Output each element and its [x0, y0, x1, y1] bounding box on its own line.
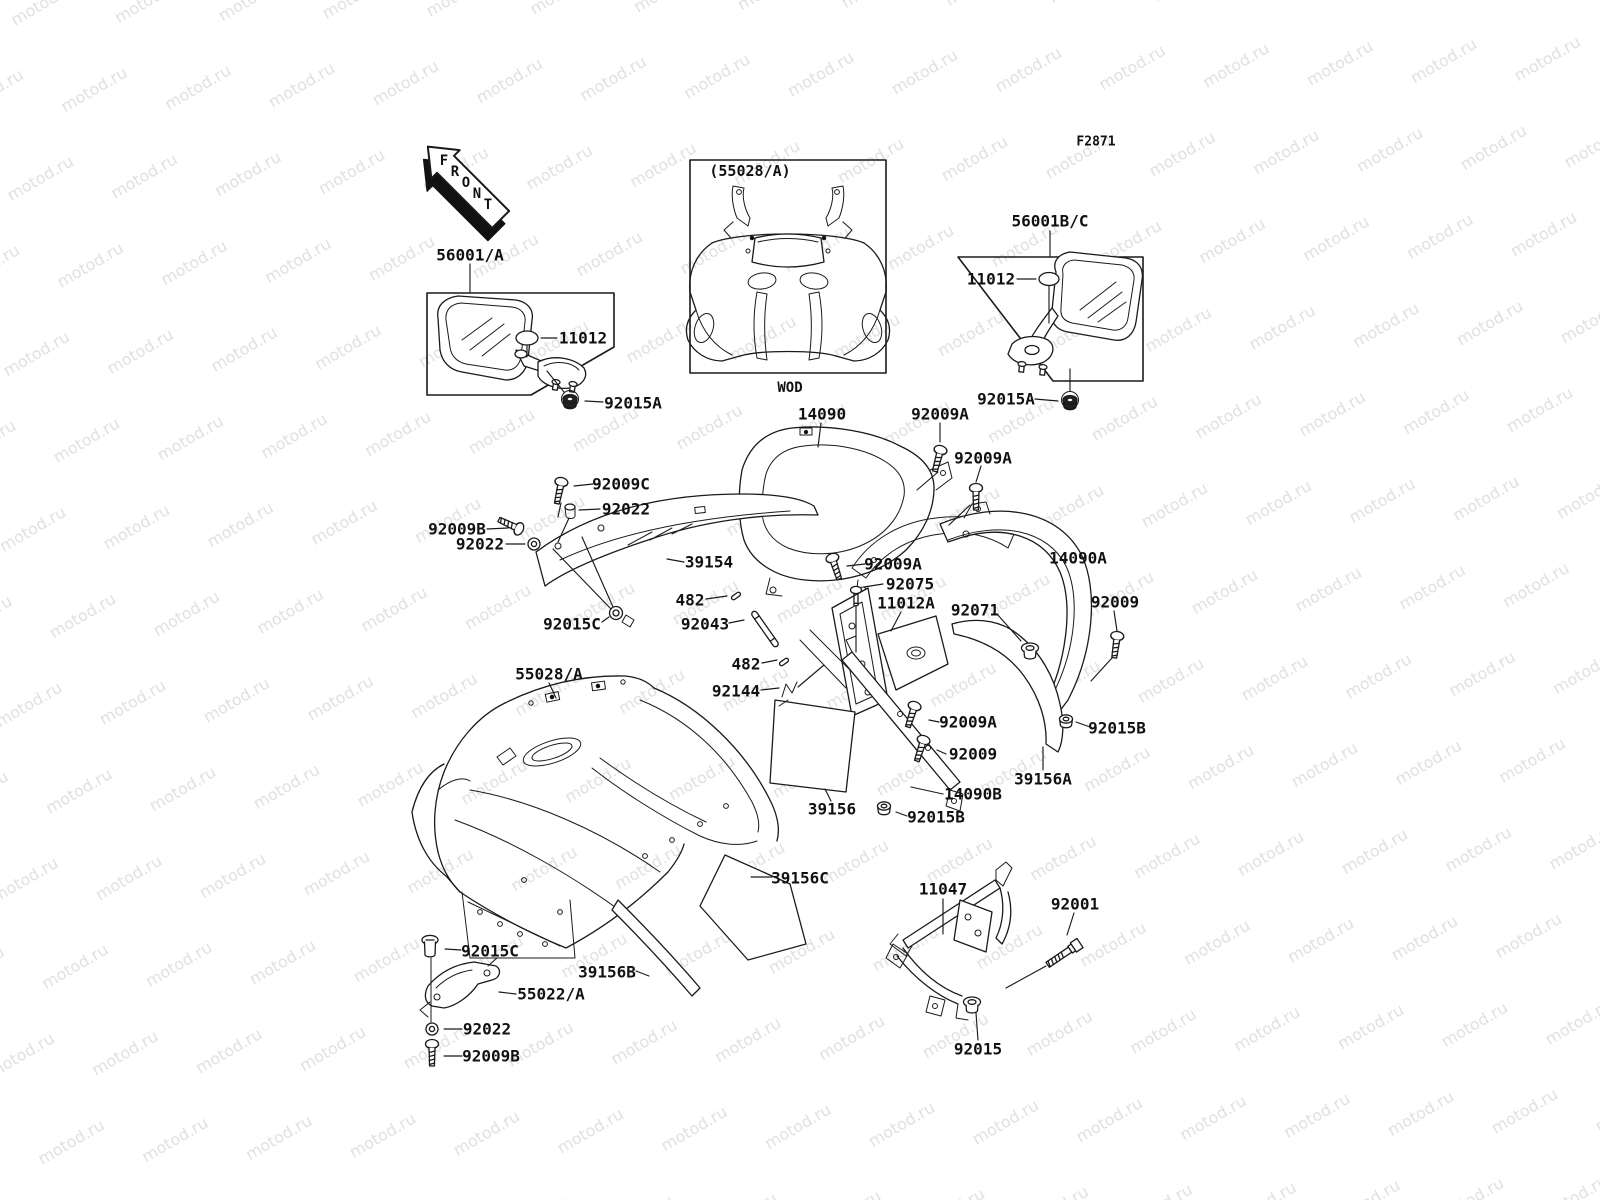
part-label-92009C: 92009C [592, 474, 650, 494]
part-label-92015C-2: 92015C [461, 941, 519, 961]
part-label-92009B-1: 92009B [428, 519, 486, 539]
part-label-92015A-L: 92015A [604, 393, 662, 413]
damper-482-lower [779, 657, 789, 666]
part-label-92022-1: 92022 [601, 499, 651, 519]
part-label-92015C-1: 92015C [543, 614, 601, 634]
bracket-11047 [886, 862, 1083, 1020]
screw-92009C [550, 476, 568, 505]
screw-92009A-1 [929, 444, 948, 473]
part-label-55028A: 55028/A [515, 664, 583, 684]
screw-92009A-2 [970, 484, 983, 511]
part-label-482-1: 482 [675, 590, 705, 610]
screw-92009-right [1108, 631, 1125, 659]
part-label-92043: 92043 [680, 614, 730, 634]
part-label-39156A: 39156A [1014, 769, 1072, 789]
part-label-14090A: 14090A [1049, 548, 1107, 568]
pad-11012A [878, 616, 948, 690]
part-label-39156: 39156 [807, 799, 857, 819]
damper-rod-92043 [751, 610, 780, 648]
clip-92144 [782, 682, 797, 697]
part-label-92015B-1: 92015B [1088, 718, 1146, 738]
part-label-39156C: 39156C [771, 868, 829, 888]
part-label-92144: 92144 [711, 681, 761, 701]
washer-92022-left [528, 538, 540, 550]
damper-482-upper [731, 591, 741, 600]
left-mirror-assembly [427, 293, 614, 409]
grommet-92071 [1022, 643, 1039, 659]
screw-92009B-lower [426, 1040, 439, 1067]
grommet-92015 [964, 997, 981, 1013]
pad-39156B [612, 900, 700, 996]
part-label-14090: 14090 [797, 404, 847, 424]
part-label-92075: 92075 [885, 574, 935, 594]
part-label-11012-L: 11012 [558, 328, 608, 348]
boxed-part-number: (55028/A) [709, 162, 791, 180]
pad-39156A [952, 620, 1063, 752]
part-label-92009A-1: 92009A [911, 404, 969, 424]
part-label-92071: 92071 [950, 600, 1000, 620]
part-label-92001: 92001 [1050, 894, 1100, 914]
part-label-92009-1: 92009 [1090, 592, 1140, 612]
right-mirror [1008, 252, 1142, 375]
part-label-92015: 92015 [953, 1039, 1003, 1059]
nut-92015A-right [1063, 396, 1077, 410]
cowling-front-view [686, 186, 889, 361]
pad-39156 [770, 700, 855, 792]
part-label-92009A-2: 92009A [954, 448, 1012, 468]
part-label-56001BC: 56001B/C [1011, 211, 1089, 231]
bolt-92001 [1045, 938, 1083, 969]
variant-note: WOD [777, 380, 803, 396]
nut-92015B-right [1060, 715, 1073, 728]
front-arrow-letter: T [483, 197, 493, 213]
part-label-92009B-2: 92009B [462, 1046, 520, 1066]
washer-11012-left [516, 331, 538, 345]
wellnut-92015C [422, 935, 438, 956]
part-label-56001A: 56001/A [436, 245, 504, 265]
part-label-55022A: 55022/A [517, 984, 585, 1004]
part-label-92015B-2: 92015B [907, 807, 965, 827]
front-arrow-letter: F [439, 153, 449, 169]
figure-code: F2871 [1076, 134, 1116, 150]
washer-11012-right [1039, 273, 1059, 286]
part-label-39156B: 39156B [578, 962, 636, 982]
front-arrow-letter: O [461, 175, 471, 191]
part-label-92022-2: 92022 [455, 534, 505, 554]
wellnut-92015C-upper [610, 607, 635, 628]
part-label-92015A-R: 92015A [977, 389, 1035, 409]
front-arrow-letter: N [472, 186, 482, 202]
part-label-11012A: 11012A [877, 593, 935, 613]
nut-92015A-left [563, 395, 577, 409]
collar-92022-upper [565, 504, 575, 519]
washer-92022-lower [426, 1023, 438, 1035]
part-label-482-2: 482 [731, 654, 761, 674]
nut-92015B-lower [878, 802, 891, 815]
part-label-14090B: 14090B [944, 784, 1002, 804]
front-arrow-letter: R [450, 164, 460, 180]
part-label-92009-2: 92009 [948, 744, 998, 764]
part-label-92022-3: 92022 [462, 1019, 512, 1039]
screw-92009B-left [496, 514, 526, 537]
part-label-39154: 39154 [684, 552, 734, 572]
part-label-92009A-4: 92009A [939, 712, 997, 732]
part-label-11012-R: 11012 [966, 269, 1016, 289]
part-label-11047: 11047 [918, 879, 968, 899]
front-view-box [686, 160, 889, 373]
part-label-92009A-3: 92009A [864, 554, 922, 574]
